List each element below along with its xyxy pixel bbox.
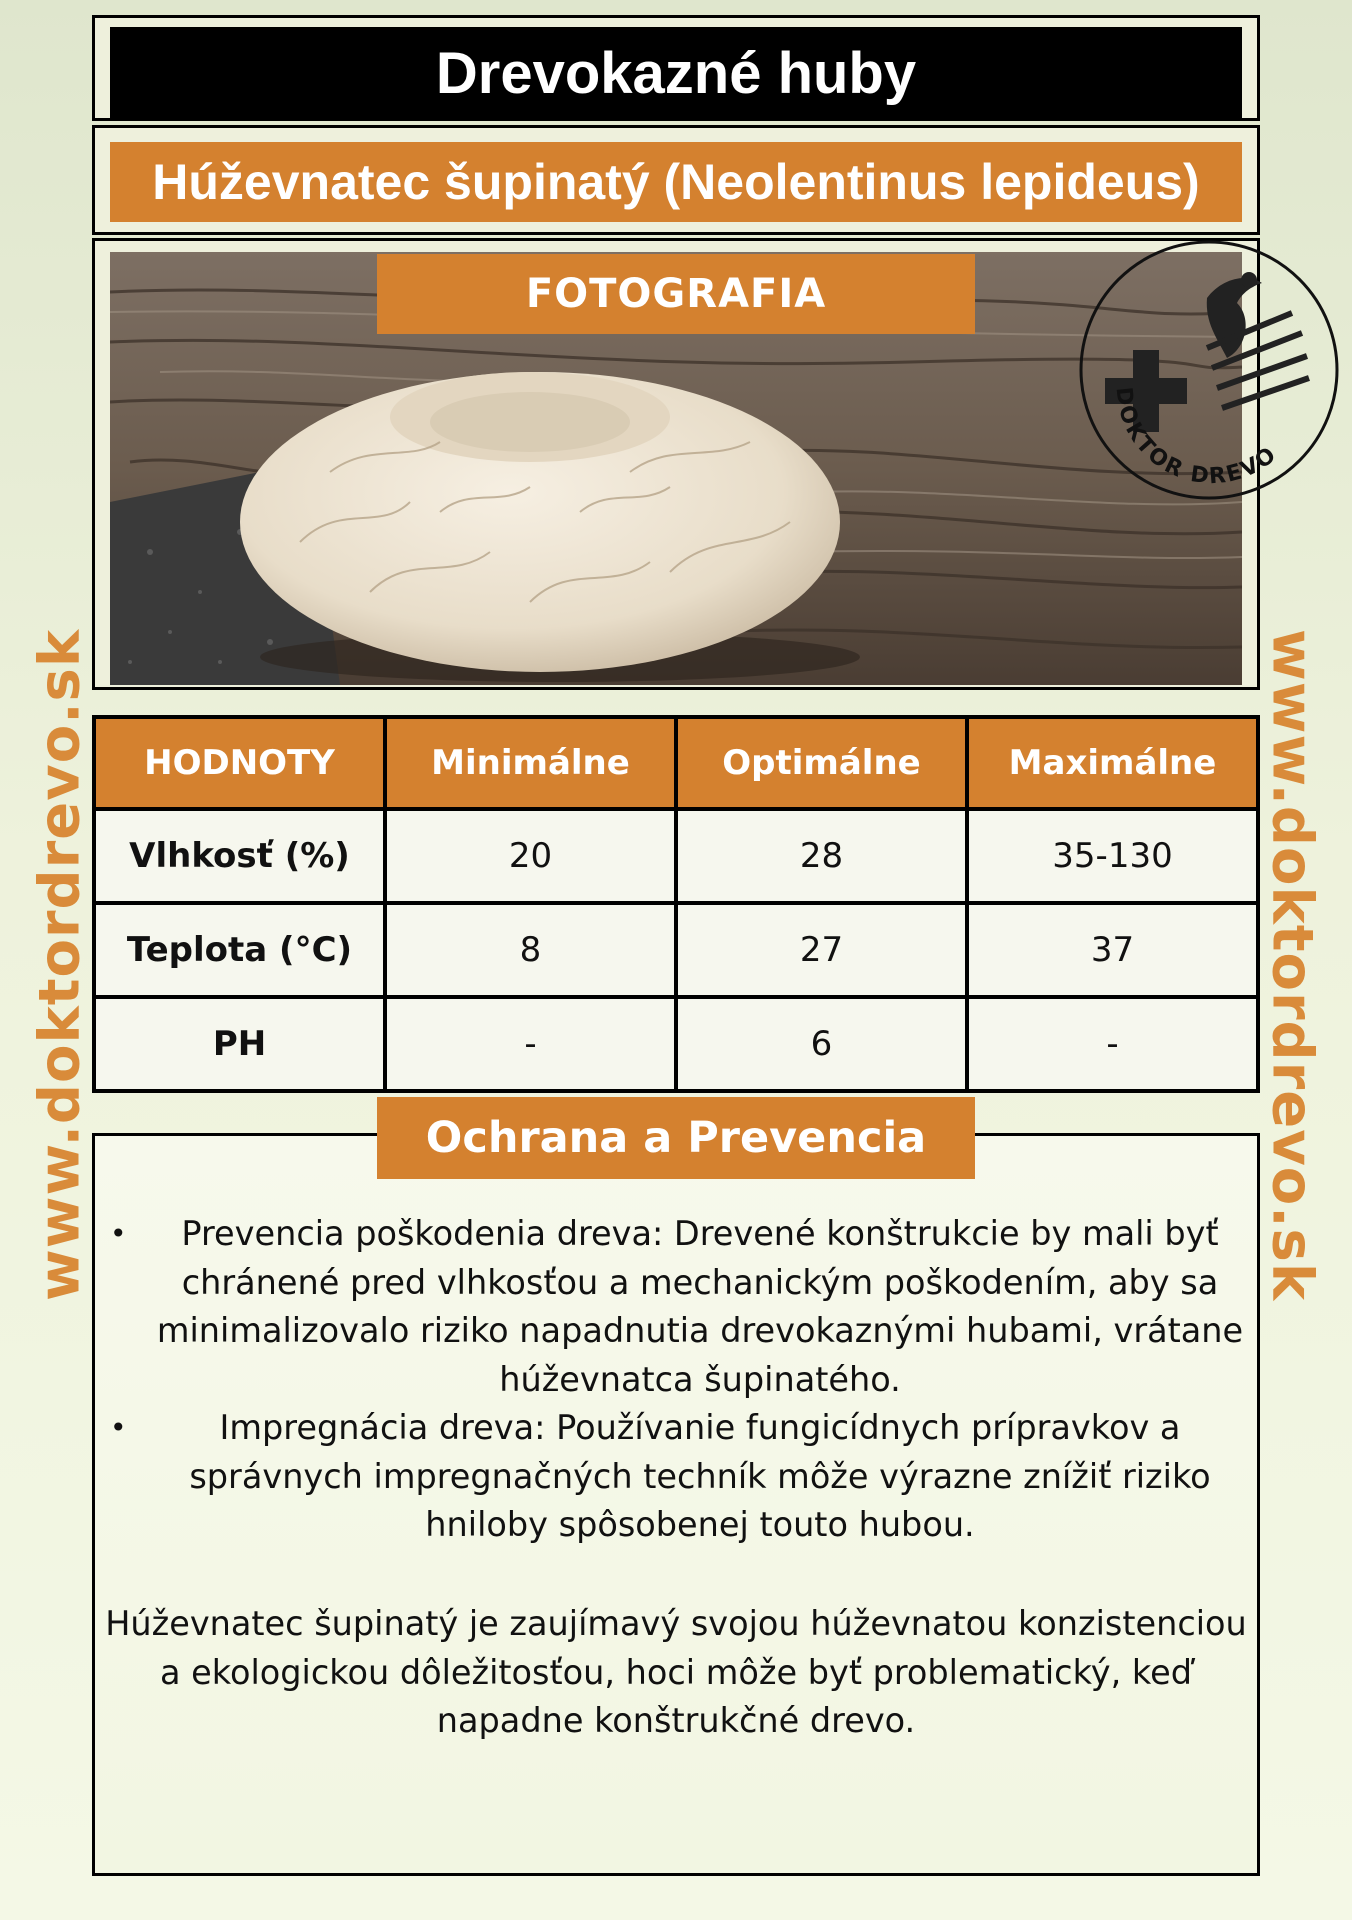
table-cell: 20 <box>385 809 676 903</box>
table-cell: 37 <box>967 903 1258 997</box>
bullet-text: Impregnácia dreva: Používanie fungicídnych prípravkov a správnych impregnačných techník môže výrazne znížiť riziko hniloby spôsobenej touto hubou. <box>189 1408 1211 1544</box>
page-title: Drevokazné huby <box>110 27 1242 119</box>
table-cell: - <box>385 997 676 1091</box>
table-cell: 6 <box>676 997 967 1091</box>
header-cell: Minimálne <box>385 717 676 809</box>
list-item <box>110 1404 1250 1550</box>
values-table <box>92 715 1260 1093</box>
row-label: Vlhkosť (%) <box>94 809 385 903</box>
bullet-icon: • <box>110 1411 127 1444</box>
table-cell: - <box>967 997 1258 1091</box>
header-cell: Maximálne <box>967 717 1258 809</box>
table-header-row <box>94 717 1258 809</box>
table-row <box>94 997 1258 1091</box>
bullet-icon: • <box>110 1217 127 1250</box>
table-cell: 8 <box>385 903 676 997</box>
protection-list <box>110 1210 1250 1550</box>
species-subtitle: Húževnatec šupinatý (Neolentinus lepideus) <box>110 142 1242 222</box>
table-row <box>94 809 1258 903</box>
bullet-text: Prevencia poškodenia dreva: Drevené konštrukcie by mali byť chránené pred vlhkosťou a mechanickým poškodením, aby sa minimalizovalo riziko napadnutia drevokaznými hubami, vrátane húževnatca šupinatého. <box>156 1214 1244 1399</box>
closing-paragraph: Húževnatec šupinatý je zaujímavý svojou húževnatou konzistenciou a ekologickou dôležitosťou, hoci môže byť problematický, keď napadne konštrukčné drevo. <box>105 1604 1247 1740</box>
logo-text: DOKTOR DREVO <box>1110 385 1283 490</box>
protection-heading: Ochrana a Prevencia <box>377 1097 975 1179</box>
table-cell: 28 <box>676 809 967 903</box>
photo-label: FOTOGRAFIA <box>377 254 975 334</box>
row-label: Teplota (°C) <box>94 903 385 997</box>
list-item <box>110 1210 1250 1404</box>
header-cell: Optimálne <box>676 717 967 809</box>
table-cell: 27 <box>676 903 967 997</box>
side-url-right: www.doktordrevo.sk <box>1259 628 1325 1302</box>
row-label: PH <box>94 997 385 1091</box>
doktor-drevo-logo <box>1077 238 1342 503</box>
table-cell: 35-130 <box>967 809 1258 903</box>
side-url-left: www.doktordrevo.sk <box>27 628 93 1302</box>
table-row <box>94 903 1258 997</box>
header-cell: HODNOTY <box>94 717 385 809</box>
